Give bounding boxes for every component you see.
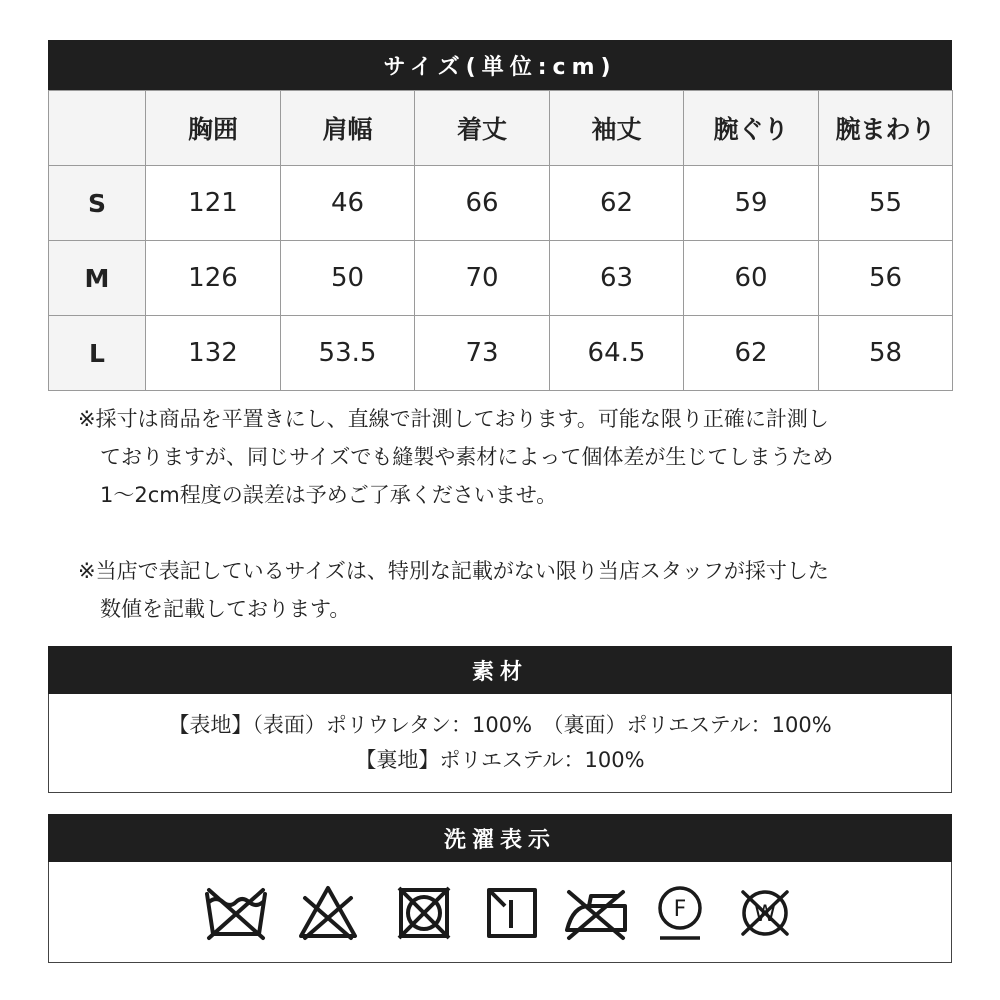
note-line: ておりますが、同じサイズでも縫製や素材によって個体差が生じてしまうため	[100, 445, 834, 469]
size-label: M	[49, 241, 146, 316]
no-washing-icon	[203, 884, 269, 942]
table-cell: 53.5	[281, 316, 415, 391]
material-line-outer: 【表地】（表面）ポリウレタン：100% （裏面）ポリエステル：100%	[168, 713, 832, 737]
table-cell: 46	[281, 166, 415, 241]
note-line: 数値を記載しております。	[100, 597, 351, 621]
table-header-row	[49, 91, 953, 166]
table-cell: 121	[146, 166, 281, 241]
table-cell: 55	[819, 166, 953, 241]
table-cell: 62	[550, 166, 684, 241]
care-section-title: 洗濯表示	[443, 827, 556, 853]
table-cell: 56	[819, 241, 953, 316]
size-table	[48, 90, 953, 391]
column-header: 着丈	[415, 91, 550, 166]
no-tumble-dry-icon	[395, 884, 453, 942]
table-cell: 70	[415, 241, 550, 316]
dry-clean-letter: F	[673, 897, 687, 922]
column-header: 袖丈	[550, 91, 684, 166]
no-iron-icon	[561, 884, 631, 942]
care-symbols-box	[48, 862, 952, 963]
line-dry-shade-icon	[483, 884, 541, 942]
note-line: 1～2cm程度の誤差は予めご了承くださいませ。	[100, 483, 558, 507]
table-cell: 59	[684, 166, 819, 241]
size-label: S	[49, 166, 146, 241]
size-section-title: サイズ(単位:cm)	[383, 54, 617, 80]
table-row	[49, 316, 953, 391]
size-label: L	[49, 316, 146, 391]
measurement-note	[78, 400, 938, 514]
table-cell: 62	[684, 316, 819, 391]
table-cell: 63	[550, 241, 684, 316]
column-header: 腕まわり	[819, 91, 953, 166]
table-cell: 66	[415, 166, 550, 241]
note-line: ※採寸は商品を平置きにし、直線で計測しております。可能な限り正確に計測し	[78, 407, 829, 431]
material-box	[48, 694, 952, 793]
table-cell: 60	[684, 241, 819, 316]
material-section-title: 素材	[471, 659, 528, 685]
table-row	[49, 241, 953, 316]
column-header: 肩幅	[281, 91, 415, 166]
size-notation-note	[78, 552, 938, 628]
material-section-header	[48, 646, 952, 694]
wet-clean-letter: W	[754, 902, 776, 927]
no-bleach-icon	[297, 884, 359, 942]
table-corner-cell	[49, 91, 146, 166]
no-wet-clean-icon	[735, 884, 795, 942]
material-line-lining: 【裏地】ポリエステル：100%	[355, 748, 645, 772]
table-cell: 50	[281, 241, 415, 316]
column-header: 腕ぐり	[684, 91, 819, 166]
care-section-header	[48, 814, 952, 862]
table-cell: 126	[146, 241, 281, 316]
table-row	[49, 166, 953, 241]
table-cell: 64.5	[550, 316, 684, 391]
note-line: ※当店で表記しているサイズは、特別な記載がない限り当店スタッフが採寸した	[78, 559, 829, 583]
size-section-header	[48, 40, 952, 90]
table-cell: 73	[415, 316, 550, 391]
table-cell: 58	[819, 316, 953, 391]
dry-clean-f-mild-icon	[653, 884, 707, 942]
column-header: 胸囲	[146, 91, 281, 166]
table-cell: 132	[146, 316, 281, 391]
